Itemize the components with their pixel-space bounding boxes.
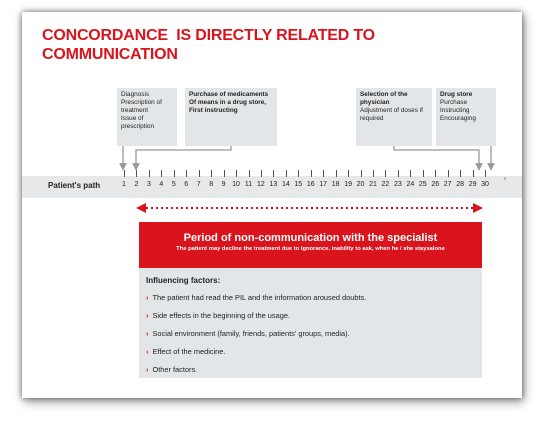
path-tick	[448, 170, 449, 177]
path-number: 8	[209, 181, 214, 188]
factor-text: Effect of the medicine.	[152, 347, 226, 356]
path-tick	[460, 170, 461, 177]
purchase-line: First instructing	[189, 107, 238, 114]
path-tick	[398, 170, 399, 177]
diagnosis-line: prescription	[121, 123, 155, 130]
path-tick	[149, 170, 150, 177]
path-tick	[211, 170, 212, 177]
period-subtitle: The patient may decline the treatment due to ignorance, inability to ask, when he / she staysalone	[176, 246, 445, 252]
path-tick	[298, 170, 299, 177]
path-tick	[124, 170, 125, 177]
factor-item	[146, 329, 350, 338]
connector-selection	[394, 146, 479, 167]
drugstore-line: Purchase	[440, 99, 467, 106]
chevron-right-icon: ›	[146, 365, 149, 374]
path-tick	[423, 170, 424, 177]
path-number: 12	[257, 181, 265, 188]
period-title: Period of non-communication with the specialist	[183, 232, 438, 244]
drugstore-line: Encouraging	[440, 115, 476, 122]
path-number: 13	[269, 181, 278, 188]
path-tick	[273, 170, 274, 177]
path-number: 16	[306, 181, 315, 188]
path-tick	[261, 170, 262, 177]
connector-purchase	[136, 146, 231, 167]
diagnosis-line: Prescription of	[121, 99, 162, 106]
path-number: 9	[221, 181, 226, 188]
diagnosis-line: Issue of	[121, 115, 144, 122]
path-number: 2	[134, 181, 139, 188]
path-tick	[485, 170, 486, 177]
chevron-right-icon: ›	[146, 347, 149, 356]
arrow-left-icon	[136, 203, 146, 213]
path-tick	[199, 170, 200, 177]
factor-item	[146, 293, 366, 302]
path-number: 5	[171, 181, 176, 188]
path-tick	[311, 170, 312, 177]
period-box	[139, 222, 482, 268]
path-number: 27	[443, 181, 452, 188]
path-tick	[161, 170, 162, 177]
factors-panel	[139, 268, 482, 378]
path-number: 26	[431, 181, 440, 188]
path-number: 18	[331, 181, 340, 188]
path-number: 23	[393, 181, 402, 188]
path-number: 3	[146, 181, 151, 188]
factor-item	[146, 347, 225, 356]
path-tick	[336, 170, 337, 177]
chevron-right-icon: ›	[146, 293, 149, 302]
path-number: 6	[184, 181, 189, 188]
drugstore-title: Drug store	[440, 91, 473, 98]
path-tick	[361, 170, 362, 177]
factor-text: The patient had read the PIL and the information aroused doubts.	[152, 293, 367, 302]
path-tick	[286, 170, 287, 177]
path-number: 7	[196, 181, 201, 188]
path-number: 15	[294, 181, 303, 188]
degree-unit: °	[504, 178, 507, 184]
path-number: 14	[281, 181, 290, 188]
path-number: 10	[232, 181, 240, 188]
purchase-title: Purchase of medicaments	[189, 91, 269, 98]
factor-item	[146, 365, 197, 374]
diagnosis-line: treatment	[121, 107, 148, 114]
diagnosis-line: Diagnosis	[121, 91, 150, 98]
path-number: 28	[456, 181, 465, 188]
path-number: 25	[418, 181, 427, 188]
path-tick	[224, 170, 225, 177]
path-tick	[323, 170, 324, 177]
path-number: 1	[122, 181, 126, 188]
path-number: 17	[319, 181, 328, 188]
selection-line: required	[360, 115, 384, 122]
path-tick	[373, 170, 374, 177]
path-tick	[236, 170, 237, 177]
path-tick	[136, 170, 137, 177]
factors-heading: Influencing factors:	[146, 276, 221, 285]
chevron-right-icon: ›	[146, 311, 149, 320]
path-tick	[174, 170, 175, 177]
path-number: 30	[481, 181, 489, 188]
path-tick	[410, 170, 411, 177]
selection-title: physician	[360, 99, 390, 106]
path-number: 22	[381, 181, 390, 188]
purchase-line: Of means in a drug store,	[189, 99, 267, 106]
path-number: 11	[244, 181, 253, 188]
path-tick	[473, 170, 474, 177]
selection-title: Selection of the	[360, 91, 408, 98]
path-number: 29	[468, 181, 477, 188]
factor-text: Other factors.	[152, 365, 198, 374]
selection-line: Adjustment of doses if	[360, 107, 423, 114]
factor-item	[146, 311, 290, 320]
patient-path-label: Patient's path	[48, 181, 101, 190]
path-number: 20	[356, 181, 365, 188]
path-number: 21	[369, 181, 377, 188]
path-tick	[348, 170, 349, 177]
path-tick	[186, 170, 187, 177]
path-number: 4	[159, 181, 164, 188]
factor-text: Side effects in the beginning of the usage.	[152, 311, 290, 320]
slide	[22, 12, 522, 398]
path-tick	[435, 170, 436, 177]
path-tick	[249, 170, 250, 177]
path-number: 24	[406, 181, 415, 188]
drugstore-line: Instructing	[440, 107, 470, 114]
arrow-right-icon	[473, 203, 483, 213]
title-line-2: COMMUNICATION	[42, 46, 178, 63]
title-line-1: CONCORDANCE IS DIRECTLY RELATED TO	[42, 27, 375, 44]
chevron-right-icon: ›	[146, 329, 149, 338]
path-number: 19	[344, 181, 352, 188]
period-arrow	[22, 198, 522, 218]
path-tick	[385, 170, 386, 177]
factor-text: Social environment (family, friends, patients' groups, media).	[152, 329, 350, 338]
